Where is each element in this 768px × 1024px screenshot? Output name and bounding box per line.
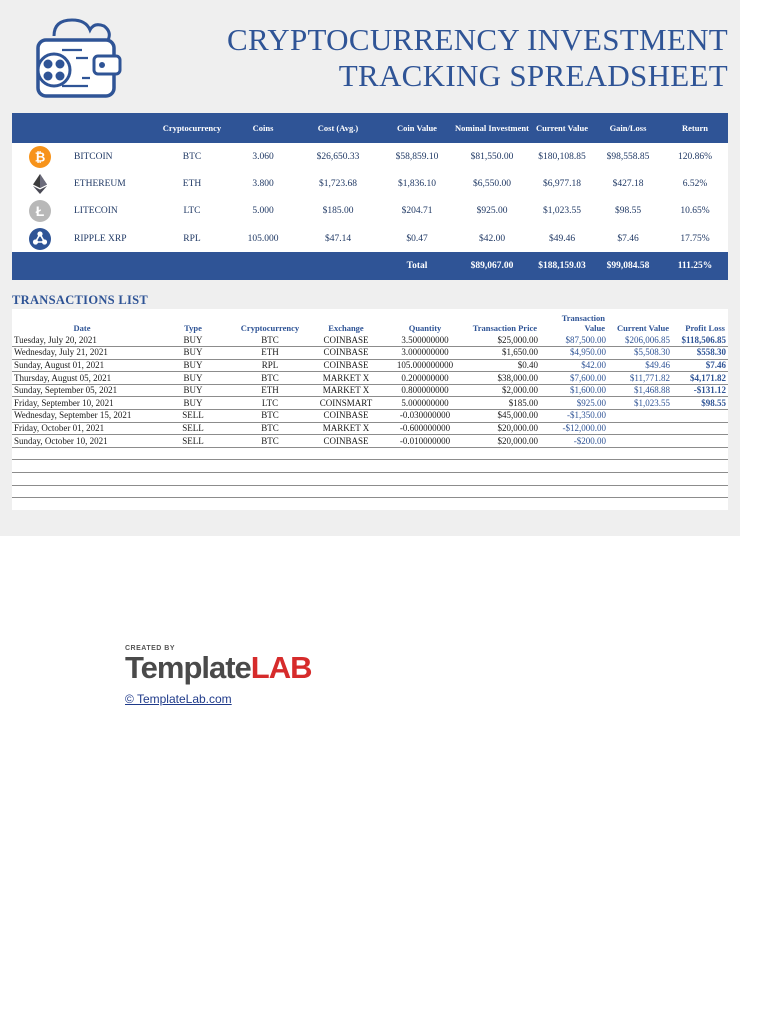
tx-value: $4,950.00: [540, 347, 608, 360]
tx-exchange: COINBASE: [306, 359, 386, 372]
tx-value: -$12,000.00: [540, 422, 608, 435]
coin-value: $0.47: [380, 225, 454, 252]
tx-value: $1,600.00: [540, 384, 608, 397]
tx-profit-loss: $4,171.82: [672, 372, 728, 385]
coin-value: $1,836.10: [380, 170, 454, 197]
coins: 3.800: [230, 170, 296, 197]
tx-exchange: MARKET X: [306, 372, 386, 385]
tx-current-value: $206,006.85: [608, 334, 672, 347]
summary-header-row: [12, 113, 728, 143]
tx-price: $25,000.00: [464, 334, 540, 347]
tx-quantity: 105.000000000: [386, 359, 464, 372]
cost-avg: $26,650.33: [296, 143, 380, 170]
brand-part-2: LAB: [250, 650, 312, 685]
tx-profit-loss: $118,506.85: [672, 334, 728, 347]
return: 6.52%: [662, 170, 728, 197]
summary-total-row: [12, 252, 728, 280]
tx-current-value: [608, 410, 672, 423]
tx-header-transaction-value: Transaction Value: [540, 309, 608, 334]
tx-type: BUY: [152, 347, 234, 360]
total-current: $188,159.03: [530, 252, 594, 280]
brand-part-1: Template: [125, 650, 251, 685]
transactions-header-row: [12, 309, 728, 334]
header-coin-value: Coin Value: [380, 113, 454, 143]
coin-icon-cell: [12, 198, 68, 225]
coin-name: RIPPLE XRP: [68, 225, 154, 252]
coin-symbol: RPL: [154, 225, 230, 252]
tx-crypto: LTC: [234, 397, 306, 410]
coin-name: BITCOIN: [68, 143, 154, 170]
cost-avg: $47.14: [296, 225, 380, 252]
transaction-row: [12, 347, 728, 360]
transaction-row: [12, 334, 728, 347]
current-value: $1,023.55: [530, 198, 594, 225]
tx-quantity: 5.000000000: [386, 397, 464, 410]
gain-loss: $427.18: [594, 170, 662, 197]
coin-value: $204.71: [380, 198, 454, 225]
tx-profit-loss: $98.55: [672, 397, 728, 410]
transaction-row: [12, 422, 728, 435]
ethereum-icon: [29, 173, 51, 195]
tx-crypto: ETH: [234, 347, 306, 360]
coin-name: LITECOIN: [68, 198, 154, 225]
tx-current-value: $5,508.30: [608, 347, 672, 360]
svg-text:Ł: Ł: [35, 203, 45, 220]
tx-quantity: -0.600000000: [386, 422, 464, 435]
tx-current-value: [608, 435, 672, 448]
tx-quantity: 3.000000000: [386, 347, 464, 360]
coins: 5.000: [230, 198, 296, 225]
tx-profit-loss: $7.46: [672, 359, 728, 372]
coin-symbol: ETH: [154, 170, 230, 197]
total-nominal: $89,067.00: [454, 252, 530, 280]
cost-avg: $1,723.68: [296, 170, 380, 197]
current-value: $180,108.85: [530, 143, 594, 170]
tx-exchange: COINBASE: [306, 435, 386, 448]
coin-icon-cell: [12, 170, 68, 197]
tx-date: Tuesday, July 20, 2021: [12, 334, 152, 347]
tx-type: BUY: [152, 384, 234, 397]
tx-header-cryptocurrency: Cryptocurrency: [234, 309, 306, 334]
tx-price: $185.00: [464, 397, 540, 410]
tx-profit-loss: [672, 422, 728, 435]
tx-date: Sunday, September 05, 2021: [12, 384, 152, 397]
tx-crypto: RPL: [234, 359, 306, 372]
empty-row: [12, 460, 728, 473]
empty-row: [12, 447, 728, 460]
empty-row: [12, 473, 728, 486]
tx-header-current-value: Current Value: [608, 309, 672, 334]
tx-price: $0.40: [464, 359, 540, 372]
title-line-1: CRYPTOCURRENCY INVESTMENT: [227, 22, 728, 57]
current-value: $49.46: [530, 225, 594, 252]
current-value: $6,977.18: [530, 170, 594, 197]
header-cost-avg: Cost (Avg.): [296, 113, 380, 143]
tx-date: Wednesday, September 15, 2021: [12, 410, 152, 423]
return: 17.75%: [662, 225, 728, 252]
ripple-icon: [29, 228, 51, 250]
tx-profit-loss: $558.30: [672, 347, 728, 360]
portfolio-summary-table: [12, 113, 728, 280]
tx-header-type: Type: [152, 309, 234, 334]
empty-row: [12, 485, 728, 498]
tx-current-value: $1,468.88: [608, 384, 672, 397]
coin-symbol: BTC: [154, 143, 230, 170]
coin-value: $58,859.10: [380, 143, 454, 170]
transaction-row: [12, 435, 728, 448]
return: 10.65%: [662, 198, 728, 225]
tx-value: -$1,350.00: [540, 410, 608, 423]
header-nominal-investment: Nominal Investment: [454, 113, 530, 143]
coin-name: ETHEREUM: [68, 170, 154, 197]
gain-loss: $7.46: [594, 225, 662, 252]
transaction-row: [12, 397, 728, 410]
tx-profit-loss: -$131.12: [672, 384, 728, 397]
tx-date: Sunday, October 10, 2021: [12, 435, 152, 448]
bitcoin-icon: [29, 146, 51, 168]
nominal-investment: $42.00: [454, 225, 530, 252]
header-gain-loss: Gain/Loss: [594, 113, 662, 143]
tx-value: $87,500.00: [540, 334, 608, 347]
tx-value: -$200.00: [540, 435, 608, 448]
created-by-label: CREATED BY: [125, 645, 175, 652]
tx-price: $1,650.00: [464, 347, 540, 360]
tx-type: SELL: [152, 410, 234, 423]
tx-type: BUY: [152, 397, 234, 410]
tx-crypto: BTC: [234, 334, 306, 347]
transaction-row: [12, 359, 728, 372]
tx-current-value: $49.46: [608, 359, 672, 372]
transaction-row: [12, 384, 728, 397]
nominal-investment: $925.00: [454, 198, 530, 225]
tx-exchange: MARKET X: [306, 384, 386, 397]
tx-exchange: MARKET X: [306, 422, 386, 435]
header-coins: Coins: [230, 113, 296, 143]
tx-value: $42.00: [540, 359, 608, 372]
tx-quantity: -0.030000000: [386, 410, 464, 423]
nominal-investment: $81,550.00: [454, 143, 530, 170]
tx-crypto: BTC: [234, 435, 306, 448]
total-return: 111.25%: [662, 252, 728, 280]
summary-row-ethereum: [12, 170, 728, 197]
tx-current-value: $11,771.82: [608, 372, 672, 385]
tx-price: $38,000.00: [464, 372, 540, 385]
summary-row-bitcoin: [12, 143, 728, 170]
tx-header-date: Date: [12, 309, 152, 334]
tx-crypto: BTC: [234, 422, 306, 435]
tx-date: Friday, September 10, 2021: [12, 397, 152, 410]
total-gain: $99,084.58: [594, 252, 662, 280]
transaction-row: [12, 410, 728, 423]
tx-value: $925.00: [540, 397, 608, 410]
tx-type: BUY: [152, 359, 234, 372]
header-cryptocurrency: Cryptocurrency: [154, 113, 230, 143]
tx-exchange: COINBASE: [306, 334, 386, 347]
summary-row-litecoin: [12, 198, 728, 225]
tx-header-exchange: Exchange: [306, 309, 386, 334]
tx-price: $45,000.00: [464, 410, 540, 423]
tx-price: $20,000.00: [464, 435, 540, 448]
tx-current-value: [608, 422, 672, 435]
templatelab-link[interactable]: © TemplateLab.com: [125, 692, 232, 706]
gain-loss: $98.55: [594, 198, 662, 225]
tx-exchange: COINSMART: [306, 397, 386, 410]
tx-quantity: 3.500000000: [386, 334, 464, 347]
empty-row: [12, 498, 728, 511]
tx-type: SELL: [152, 422, 234, 435]
svg-text:₿: ₿: [34, 149, 46, 165]
page-title: [227, 22, 728, 94]
tx-profit-loss: [672, 435, 728, 448]
coins: 105.000: [230, 225, 296, 252]
transaction-row: [12, 372, 728, 385]
header-name: [68, 113, 154, 143]
gain-loss: $98,558.85: [594, 143, 662, 170]
transactions-table: [12, 309, 728, 510]
tx-crypto: BTC: [234, 372, 306, 385]
coin-icon-cell: [12, 143, 68, 170]
tx-price: $2,000.00: [464, 384, 540, 397]
tx-date: Thursday, August 05, 2021: [12, 372, 152, 385]
tx-date: Sunday, August 01, 2021: [12, 359, 152, 372]
total-label: Total: [380, 252, 454, 280]
tx-value: $7,600.00: [540, 372, 608, 385]
header-return: Return: [662, 113, 728, 143]
tx-profit-loss: [672, 410, 728, 423]
tx-crypto: ETH: [234, 384, 306, 397]
tx-header-quantity: Quantity: [386, 309, 464, 334]
tx-exchange: COINBASE: [306, 347, 386, 360]
tx-quantity: 0.800000000: [386, 384, 464, 397]
tx-date: Friday, October 01, 2021: [12, 422, 152, 435]
coin-symbol: LTC: [154, 198, 230, 225]
templatelab-branding: [125, 645, 345, 706]
nominal-investment: $6,550.00: [454, 170, 530, 197]
return: 120.86%: [662, 143, 728, 170]
litecoin-icon: [29, 200, 51, 222]
tx-current-value: $1,023.55: [608, 397, 672, 410]
tx-quantity: -0.010000000: [386, 435, 464, 448]
coin-icon-cell: [12, 225, 68, 252]
summary-row-ripple: [12, 225, 728, 252]
tx-type: BUY: [152, 334, 234, 347]
tx-header-profit-loss: Profit Loss: [672, 309, 728, 334]
transactions-list-title: TRANSACTIONS LIST: [12, 293, 149, 307]
crypto-wallet-logo-icon: [32, 14, 124, 102]
tx-crypto: BTC: [234, 410, 306, 423]
tx-type: SELL: [152, 435, 234, 448]
tx-price: $20,000.00: [464, 422, 540, 435]
tx-date: Wednesday, July 21, 2021: [12, 347, 152, 360]
header-current-value: Current Value: [530, 113, 594, 143]
cost-avg: $185.00: [296, 198, 380, 225]
coins: 3.060: [230, 143, 296, 170]
tx-type: BUY: [152, 372, 234, 385]
title-line-2: TRACKING SPREADSHEET: [338, 58, 728, 93]
tx-quantity: 0.200000000: [386, 372, 464, 385]
header-icon: [12, 113, 68, 143]
tx-header-transaction-price: Transaction Price: [464, 309, 540, 334]
tx-exchange: COINBASE: [306, 410, 386, 423]
templatelab-logo: [125, 652, 345, 684]
